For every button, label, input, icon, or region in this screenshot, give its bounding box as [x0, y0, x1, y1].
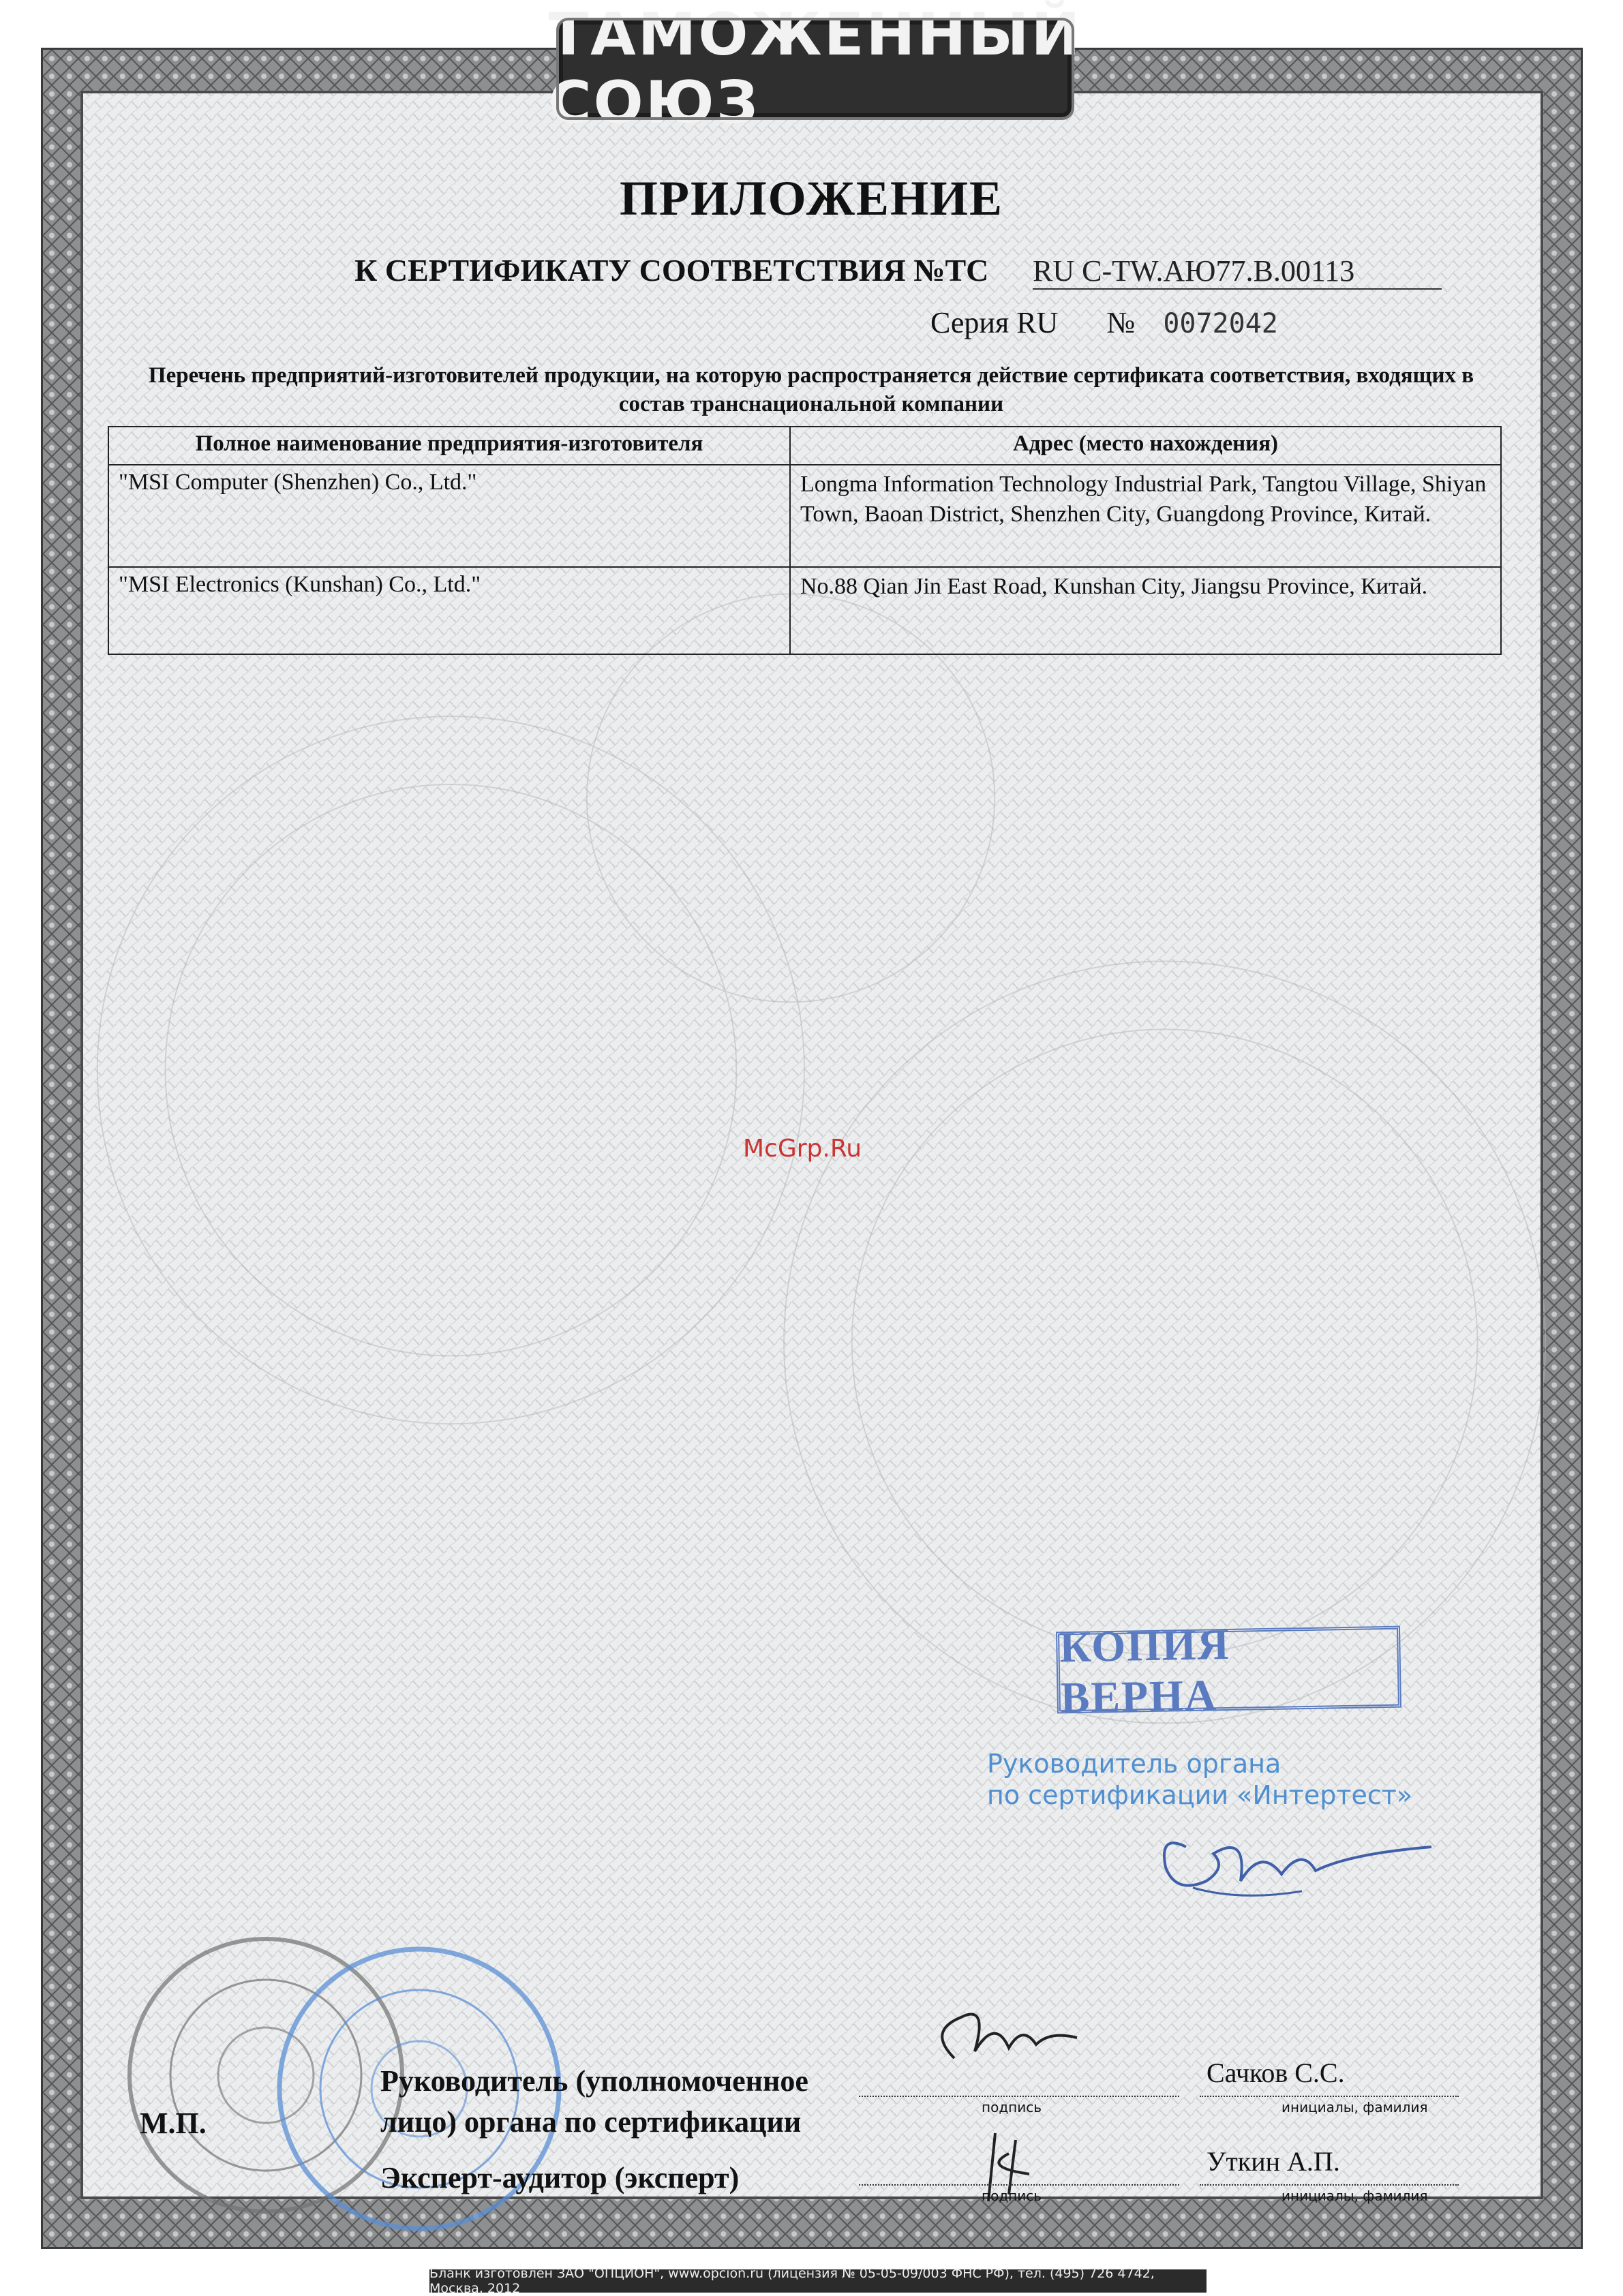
series-line [930, 305, 1278, 340]
certificate-line [354, 252, 988, 288]
manufacturer-name: "MSI Computer (Shenzhen) Co., Ltd." [108, 465, 790, 567]
name-line [1200, 2184, 1459, 2186]
blank-number: 0072042 [1163, 308, 1278, 339]
name-caption: инициалы, фамилия [1281, 2188, 1428, 2204]
manufacturer-name: "MSI Electronics (Kunshan) Co., Ltd." [108, 567, 790, 654]
role-head-line1: Руководитель (уполномоченное [380, 2064, 808, 2098]
watermark: McGrp.Ru [743, 1135, 862, 1163]
table-header-row [108, 427, 1501, 465]
expert-name: Уткин А.П. [1207, 2146, 1340, 2177]
series-value: RU [1016, 306, 1059, 339]
head-signature-icon [1145, 1806, 1438, 1908]
page-title: ПРИЛОЖЕНИЕ [619, 171, 1004, 226]
name-caption: инициалы, фамилия [1281, 2099, 1428, 2115]
copy-certified-stamp: КОПИЯ ВЕРНА [1056, 1626, 1401, 1714]
signature-line [859, 2184, 1179, 2186]
intro-text: Перечень предприятий-изготовителей продукции, на которую распространяется действие сертификата соответствия, входящих в состав транснациональной компании [148, 363, 1474, 416]
cert-label: К СЕРТИФИКАТУ СООТВЕТСТВИЯ [354, 253, 906, 288]
head-name: Сачков С.С. [1207, 2057, 1345, 2088]
seal-place-label: М.П. [140, 2107, 207, 2140]
signature-caption: подпись [982, 2188, 1042, 2204]
number-label: № [1106, 306, 1136, 339]
manufacturers-table [108, 426, 1502, 655]
head-stamp-line: по сертификации «Интертест» [987, 1780, 1413, 1810]
head-stamp-line: Руководитель органа [987, 1749, 1281, 1779]
head-stamp [987, 1748, 1412, 1811]
signature-line [859, 2096, 1179, 2097]
series-label: Серия [930, 306, 1010, 339]
head-signature-icon [927, 1990, 1084, 2092]
table-row [108, 567, 1501, 654]
blank-footer: Бланк изготовлен ЗАО "ОПЦИОН", www.opcion.ru (лицензия № 05-05-09/003 ФНС РФ), тел. (495) 726 4742, Москва, 2012 [429, 2269, 1207, 2293]
cert-number: RU C-TW.АЮ77.B.00113 [1033, 254, 1442, 290]
table-row [108, 465, 1501, 567]
table-header: Адрес (место нахождения) [790, 427, 1501, 465]
customs-union-banner: ТАМОЖЕННЫЙ СОЮЗ [548, 1, 1082, 137]
role-head-line2: лицо) органа по сертификации [380, 2105, 802, 2139]
name-line [1200, 2096, 1459, 2097]
signature-caption: подпись [982, 2099, 1042, 2115]
manufacturer-address: Longma Information Technology Industrial Park, Tangtou Village, Shiyan Town, Baoan District, Shenzhen City, Guangdong Province, Китай. [790, 465, 1501, 567]
cert-no-prefix: №ТС [913, 253, 989, 288]
manufacturer-address: No.88 Qian Jin East Road, Kunshan City, Jiangsu Province, Китай. [790, 567, 1501, 654]
table-header: Полное наименование предприятия-изготовителя [108, 427, 790, 465]
role-expert: Эксперт-аудитор (эксперт) [380, 2161, 740, 2194]
